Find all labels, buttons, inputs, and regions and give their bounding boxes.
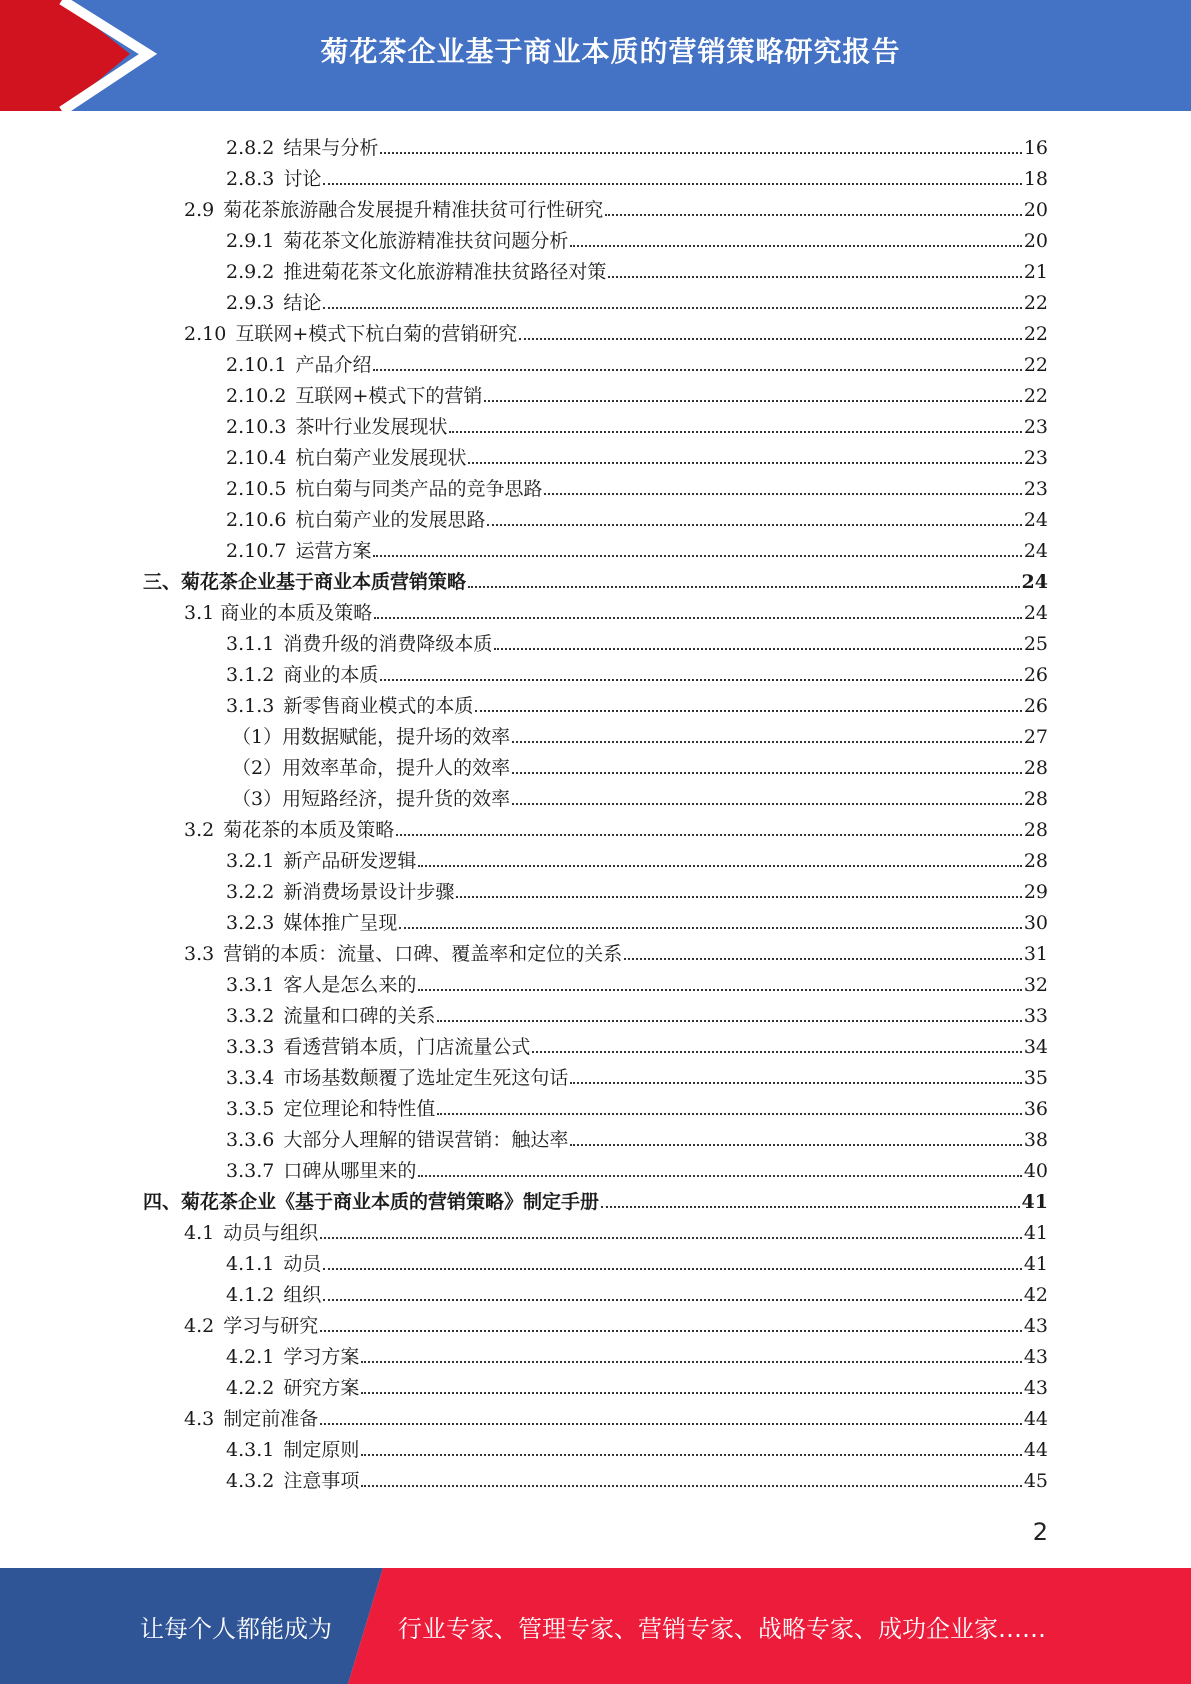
toc-entry-label: 定位理论和特性值 bbox=[283, 1098, 436, 1120]
toc-entry-page: 26 bbox=[1023, 695, 1048, 717]
toc-entry-number: 2.9.2 bbox=[226, 261, 275, 283]
toc-leader-dots bbox=[475, 710, 1021, 712]
toc-entry-page: 22 bbox=[1023, 323, 1048, 345]
toc-entry-label: 组织 bbox=[283, 1284, 322, 1306]
toc-leader-dots bbox=[512, 803, 1022, 805]
toc-entry[interactable] bbox=[226, 438, 1048, 469]
toc-entry-page: 23 bbox=[1023, 416, 1048, 438]
toc-entry[interactable] bbox=[226, 624, 1048, 655]
toc-leader-dots bbox=[484, 400, 1021, 402]
toc-entry[interactable] bbox=[226, 841, 1048, 872]
toc-leader-dots bbox=[570, 1144, 1021, 1146]
toc-entry-page: 30 bbox=[1023, 912, 1048, 934]
toc-leader-dots bbox=[605, 214, 1022, 216]
toc-entry-title bbox=[232, 788, 510, 810]
toc-entry-page: 22 bbox=[1023, 292, 1048, 314]
toc-leader-dots bbox=[456, 896, 1021, 898]
toc-entry-page: 34 bbox=[1023, 1036, 1048, 1058]
toc-entry-page: 43 bbox=[1023, 1377, 1048, 1399]
toc-entry-label: 学习方案 bbox=[283, 1346, 360, 1368]
toc-entry-number: 3.2.2 bbox=[226, 881, 275, 903]
toc-entry-title bbox=[226, 1377, 359, 1399]
toc-entry-title bbox=[226, 850, 416, 872]
toc-entry-label: （1）用数据赋能，提升场的效率 bbox=[232, 726, 511, 748]
page-header bbox=[0, 0, 1191, 111]
toc-entry-label: 产品介绍 bbox=[295, 354, 372, 376]
toc-entry-title bbox=[143, 1191, 599, 1213]
toc-entry-page: 25 bbox=[1023, 633, 1048, 655]
toc-entry-title bbox=[226, 1067, 568, 1089]
toc-entry-number: 3.1.3 bbox=[226, 695, 275, 717]
toc-entry-label: 结论 bbox=[283, 292, 322, 314]
toc-entry-label: 大部分人理解的错误营销：触达率 bbox=[283, 1129, 569, 1151]
toc-entry-label: 动员与组织 bbox=[223, 1222, 319, 1244]
toc-entry-page: 44 bbox=[1023, 1408, 1048, 1430]
toc-entry-number: 2.9.3 bbox=[226, 292, 275, 314]
toc-entry-number: 4.3.2 bbox=[226, 1470, 275, 1492]
toc-entry-title bbox=[184, 819, 394, 841]
toc-entry-title bbox=[226, 1284, 321, 1306]
toc-entry[interactable] bbox=[226, 1151, 1048, 1182]
toc-entry-number: 2.10 bbox=[184, 323, 227, 345]
toc-entry-title bbox=[226, 385, 482, 407]
toc-entry-title bbox=[143, 571, 466, 593]
toc-leader-dots bbox=[468, 586, 1020, 588]
toc-leader-dots bbox=[532, 1051, 1021, 1053]
toc-entry-title bbox=[226, 881, 454, 903]
toc-entry[interactable] bbox=[184, 593, 1048, 624]
toc-entry-number: 3.3.7 bbox=[226, 1160, 275, 1182]
toc-leader-dots bbox=[323, 307, 1021, 309]
toc-entry[interactable] bbox=[226, 1430, 1048, 1461]
toc-entry-page: 20 bbox=[1023, 230, 1048, 252]
toc-entry[interactable] bbox=[226, 903, 1048, 934]
toc-entry-title bbox=[226, 1005, 435, 1027]
toc-leader-dots bbox=[361, 1485, 1021, 1487]
toc-entry-page: 44 bbox=[1023, 1439, 1048, 1461]
toc-entry-title bbox=[226, 1129, 568, 1151]
page-footer bbox=[0, 1568, 1191, 1684]
toc-leader-dots bbox=[323, 1268, 1021, 1270]
toc-entry-title bbox=[226, 633, 492, 655]
toc-entry-label: 三、菊花茶企业基于商业本质营销策略 bbox=[143, 571, 467, 593]
toc-entry-number: 3.3.4 bbox=[226, 1067, 275, 1089]
toc-entry-number: 2.9.1 bbox=[226, 230, 275, 252]
toc-entry-number: 2.10.5 bbox=[226, 478, 287, 500]
toc-entry-number: 3.3 bbox=[184, 943, 215, 965]
toc-entry-title bbox=[226, 261, 606, 283]
toc-entry[interactable] bbox=[226, 128, 1048, 159]
toc-leader-dots bbox=[608, 276, 1021, 278]
toc-entry-title bbox=[232, 726, 510, 748]
toc-entry-number: 2.8.3 bbox=[226, 168, 275, 190]
toc-entry-label: 新零售商业模式的本质 bbox=[283, 695, 474, 717]
toc-leader-dots bbox=[487, 524, 1021, 526]
toc-leader-dots bbox=[380, 679, 1021, 681]
footer-slogan-right: 行业专家、管理专家、营销专家、战略专家、成功企业家…… bbox=[398, 1614, 1046, 1643]
toc-entry[interactable] bbox=[226, 1461, 1048, 1492]
toc-entry-title bbox=[226, 230, 568, 252]
toc-entry[interactable] bbox=[226, 1368, 1048, 1399]
toc-leader-dots bbox=[468, 462, 1021, 464]
toc-entry-page: 24 bbox=[1023, 540, 1048, 562]
toc-leader-dots bbox=[361, 1392, 1021, 1394]
toc-entry-label: 口碑从哪里来的 bbox=[283, 1160, 417, 1182]
toc-entry-title bbox=[226, 695, 473, 717]
toc-entry-title bbox=[226, 540, 371, 562]
toc-entry-title bbox=[226, 478, 542, 500]
toc-entry-title bbox=[226, 1439, 359, 1461]
toc-entry-label: 客人是怎么来的 bbox=[283, 974, 417, 996]
toc-entry-label: 制定前准备 bbox=[223, 1408, 319, 1430]
toc-entry-number: 2.10.1 bbox=[226, 354, 287, 376]
toc-entry-title bbox=[226, 509, 485, 531]
toc-entry-page: 24 bbox=[1023, 509, 1048, 531]
toc-entry-title bbox=[226, 1346, 359, 1368]
toc-entry-title bbox=[226, 416, 447, 438]
toc-leader-dots bbox=[570, 1082, 1021, 1084]
toc-entry-number: 4.1.1 bbox=[226, 1253, 275, 1275]
toc-entry-title bbox=[184, 1222, 318, 1244]
toc-entry-page: 31 bbox=[1023, 943, 1048, 965]
toc-entry[interactable] bbox=[226, 407, 1048, 438]
page-number: 2 bbox=[1032, 1518, 1048, 1546]
toc-entry[interactable] bbox=[226, 655, 1048, 686]
toc-entry-label: 互联网+模式下杭白菊的营销研究 bbox=[235, 323, 518, 345]
toc-entry-page: 43 bbox=[1023, 1315, 1048, 1337]
toc-entry-page: 45 bbox=[1023, 1470, 1048, 1492]
toc-entry-title bbox=[226, 974, 416, 996]
toc-entry-label: 流量和口碑的关系 bbox=[283, 1005, 436, 1027]
toc-entry-label: 菊花茶的本质及策略 bbox=[223, 819, 395, 841]
toc-entry-page: 26 bbox=[1023, 664, 1048, 686]
toc-entry-title bbox=[184, 323, 517, 345]
toc-entry[interactable] bbox=[226, 965, 1048, 996]
toc-entry-page: 43 bbox=[1023, 1346, 1048, 1368]
toc-entry[interactable] bbox=[143, 1182, 1048, 1213]
toc-entry-number: 4.1.2 bbox=[226, 1284, 275, 1306]
toc-entry-page: 29 bbox=[1023, 881, 1048, 903]
toc-entry-number: 4.3 bbox=[184, 1408, 215, 1430]
toc-entry[interactable] bbox=[226, 1058, 1048, 1089]
toc-entry-title bbox=[226, 1098, 435, 1120]
toc-entry-label: 杭白菊产业发展现状 bbox=[295, 447, 467, 469]
toc-entry[interactable] bbox=[226, 686, 1048, 717]
toc-entry-page: 41 bbox=[1023, 1222, 1048, 1244]
toc-entry[interactable] bbox=[226, 283, 1048, 314]
toc-entry-number: 4.3.1 bbox=[226, 1439, 275, 1461]
toc-entry-title bbox=[184, 1315, 318, 1337]
toc-entry-number: 4.2.2 bbox=[226, 1377, 275, 1399]
toc-entry[interactable] bbox=[184, 1306, 1048, 1337]
toc-entry-page: 28 bbox=[1023, 788, 1048, 810]
toc-entry-title bbox=[226, 354, 371, 376]
toc-entry-page: 22 bbox=[1023, 385, 1048, 407]
toc-entry-label: 结果与分析 bbox=[283, 137, 379, 159]
toc-entry-label: 新产品研发逻辑 bbox=[283, 850, 417, 872]
toc-entry-page: 32 bbox=[1023, 974, 1048, 996]
toc-leader-dots bbox=[512, 741, 1022, 743]
toc-entry[interactable] bbox=[226, 252, 1048, 283]
toc-entry-label: 动员 bbox=[283, 1253, 322, 1275]
toc-leader-dots bbox=[399, 927, 1021, 929]
toc-entry-title bbox=[226, 1253, 321, 1275]
toc-entry-page: 24 bbox=[1021, 571, 1048, 593]
toc-entry-label: 讨论 bbox=[283, 168, 322, 190]
toc-leader-dots bbox=[624, 958, 1022, 960]
toc-entry-number: 3.3.2 bbox=[226, 1005, 275, 1027]
toc-leader-dots bbox=[374, 617, 1022, 619]
toc-entry-number: 2.9 bbox=[184, 199, 215, 221]
toc-entry-title bbox=[184, 1408, 318, 1430]
toc-entry-number: 3.2.3 bbox=[226, 912, 275, 934]
toc-entry[interactable] bbox=[226, 345, 1048, 376]
toc-entry-title bbox=[226, 912, 397, 934]
toc-entry-title bbox=[226, 292, 321, 314]
toc-entry-page: 28 bbox=[1023, 757, 1048, 779]
toc-leader-dots bbox=[494, 648, 1021, 650]
toc-entry-number: 4.2 bbox=[184, 1315, 215, 1337]
toc-entry-page: 16 bbox=[1023, 137, 1048, 159]
toc-entry-label: （3）用短路经济，提升货的效率 bbox=[232, 788, 511, 810]
toc-entry-label: 互联网+模式下的营销 bbox=[295, 385, 483, 407]
toc-entry-number: 2.10.4 bbox=[226, 447, 287, 469]
toc-entry-label: 杭白菊与同类产品的竞争思路 bbox=[295, 478, 543, 500]
toc-entry-number: 3.1.1 bbox=[226, 633, 275, 655]
toc-entry-label: 媒体推广呈现 bbox=[283, 912, 398, 934]
toc-entry[interactable] bbox=[226, 1275, 1048, 1306]
toc-entry[interactable] bbox=[184, 810, 1048, 841]
toc-entry-page: 33 bbox=[1023, 1005, 1048, 1027]
toc-entry-title bbox=[226, 137, 378, 159]
toc-leader-dots bbox=[418, 1175, 1021, 1177]
toc-leader-dots bbox=[373, 369, 1021, 371]
toc-entry-label: 学习与研究 bbox=[223, 1315, 319, 1337]
toc-entry[interactable] bbox=[143, 562, 1048, 593]
toc-entry-label: 注意事项 bbox=[283, 1470, 360, 1492]
toc-leader-dots bbox=[601, 1206, 1020, 1208]
toc-leader-dots bbox=[418, 865, 1021, 867]
toc-entry-page: 21 bbox=[1023, 261, 1048, 283]
toc-entry-label: 四、菊花茶企业《基于商业本质的营销策略》制定手册 bbox=[143, 1191, 600, 1213]
toc-leader-dots bbox=[570, 245, 1021, 247]
toc-leader-dots bbox=[373, 555, 1021, 557]
toc-entry-label: 市场基数颠覆了选址定生死这句话 bbox=[283, 1067, 569, 1089]
toc-entry-page: 35 bbox=[1023, 1067, 1048, 1089]
toc-entry-page: 23 bbox=[1023, 478, 1048, 500]
toc-entry-page: 27 bbox=[1023, 726, 1048, 748]
toc-leader-dots bbox=[323, 1299, 1021, 1301]
toc-entry[interactable] bbox=[226, 376, 1048, 407]
toc-entry[interactable] bbox=[226, 996, 1048, 1027]
toc-entry-title bbox=[226, 447, 466, 469]
toc-entry-page: 23 bbox=[1023, 447, 1048, 469]
toc-entry-page: 38 bbox=[1023, 1129, 1048, 1151]
toc-entry-number: 3.1.2 bbox=[226, 664, 275, 686]
toc-entry-number: 2.8.2 bbox=[226, 137, 275, 159]
toc-entry-number: 2.10.3 bbox=[226, 416, 287, 438]
toc-entry-page: 36 bbox=[1023, 1098, 1048, 1120]
footer-slogan-left: 让每个人都能成为 bbox=[140, 1614, 332, 1643]
toc-entry-title bbox=[226, 1160, 416, 1182]
toc-entry-page: 18 bbox=[1023, 168, 1048, 190]
toc-entry[interactable] bbox=[232, 748, 1048, 779]
document-title: 菊花茶企业基于商业本质的营销策略研究报告 bbox=[320, 35, 901, 68]
toc-entry-label: 菊花茶旅游融合发展提升精准扶贫可行性研究 bbox=[223, 199, 604, 221]
toc-entry-title bbox=[184, 602, 372, 624]
toc-entry[interactable] bbox=[226, 1120, 1048, 1151]
toc-entry-page: 41 bbox=[1021, 1191, 1048, 1213]
toc-entry-label: 杭白菊产业的发展思路 bbox=[295, 509, 486, 531]
toc-entry-number: 3.3.1 bbox=[226, 974, 275, 996]
toc-entry-number: 2.10.6 bbox=[226, 509, 287, 531]
toc-leader-dots bbox=[361, 1454, 1021, 1456]
toc-entry[interactable] bbox=[232, 717, 1048, 748]
toc-entry-page: 22 bbox=[1023, 354, 1048, 376]
toc-entry-label: （2）用效率革命，提升人的效率 bbox=[232, 757, 511, 779]
toc-entry-page: 42 bbox=[1023, 1284, 1048, 1306]
toc-entry[interactable] bbox=[184, 190, 1048, 221]
toc-entry[interactable] bbox=[184, 1213, 1048, 1244]
toc-entry-label: 商业的本质 bbox=[283, 664, 379, 686]
toc-leader-dots bbox=[320, 1237, 1022, 1239]
toc-entry-title bbox=[184, 199, 603, 221]
toc-leader-dots bbox=[544, 493, 1021, 495]
toc-leader-dots bbox=[396, 834, 1022, 836]
toc-entry-title bbox=[232, 757, 510, 779]
toc-entry-number: 3.2 bbox=[184, 819, 215, 841]
toc-leader-dots bbox=[437, 1020, 1021, 1022]
toc-leader-dots bbox=[380, 152, 1021, 154]
toc-leader-dots bbox=[512, 772, 1022, 774]
toc-entry-label: 菊花茶文化旅游精准扶贫问题分析 bbox=[283, 230, 569, 252]
toc-entry-number: 2.10.7 bbox=[226, 540, 287, 562]
toc-entry-label: 茶叶行业发展现状 bbox=[295, 416, 448, 438]
toc-entry-title bbox=[226, 168, 321, 190]
toc-entry[interactable] bbox=[226, 469, 1048, 500]
toc-entry-label: 制定原则 bbox=[283, 1439, 360, 1461]
toc-entry-label: 研究方案 bbox=[283, 1377, 360, 1399]
toc-entry[interactable] bbox=[226, 531, 1048, 562]
toc-leader-dots bbox=[320, 1330, 1022, 1332]
toc-entry-page: 28 bbox=[1023, 850, 1048, 872]
toc-entry-label: 3.1 商业的本质及策略 bbox=[184, 602, 373, 624]
toc-entry-page: 41 bbox=[1023, 1253, 1048, 1275]
toc-entry-label: 新消费场景设计步骤 bbox=[283, 881, 455, 903]
toc-entry-title bbox=[184, 943, 622, 965]
toc-entry-number: 3.3.6 bbox=[226, 1129, 275, 1151]
toc-entry-title bbox=[226, 664, 378, 686]
toc-entry[interactable] bbox=[184, 1399, 1048, 1430]
toc-leader-dots bbox=[323, 183, 1021, 185]
toc-entry-number: 4.2.1 bbox=[226, 1346, 275, 1368]
toc-entry-number: 4.1 bbox=[184, 1222, 215, 1244]
toc-entry[interactable] bbox=[226, 500, 1048, 531]
toc-entry[interactable] bbox=[226, 872, 1048, 903]
toc-entry-label: 营销的本质：流量、口碑、覆盖率和定位的关系 bbox=[223, 943, 623, 965]
toc-entry[interactable] bbox=[226, 221, 1048, 252]
toc-entry-label: 推进菊花茶文化旅游精准扶贫路径对策 bbox=[283, 261, 607, 283]
toc-entry-label: 消费升级的消费降级本质 bbox=[283, 633, 493, 655]
toc-entry-page: 20 bbox=[1023, 199, 1048, 221]
toc-entry[interactable] bbox=[184, 934, 1048, 965]
toc-leader-dots bbox=[361, 1361, 1021, 1363]
toc-entry-number: 3.3.3 bbox=[226, 1036, 275, 1058]
toc-entry-page: 28 bbox=[1023, 819, 1048, 841]
toc-entry-title bbox=[226, 1470, 359, 1492]
toc-entry-page: 40 bbox=[1023, 1160, 1048, 1182]
toc-entry-page: 24 bbox=[1023, 602, 1048, 624]
toc-entry[interactable] bbox=[184, 314, 1048, 345]
toc-entry-title bbox=[226, 1036, 530, 1058]
toc-entry-number: 2.10.2 bbox=[226, 385, 287, 407]
toc-entry[interactable] bbox=[226, 1089, 1048, 1120]
toc-entry[interactable] bbox=[226, 1027, 1048, 1058]
toc-leader-dots bbox=[320, 1423, 1022, 1425]
toc-entry-number: 3.2.1 bbox=[226, 850, 275, 872]
toc-entry-number: 3.3.5 bbox=[226, 1098, 275, 1120]
toc-leader-dots bbox=[437, 1113, 1021, 1115]
toc-entry[interactable] bbox=[226, 1337, 1048, 1368]
toc-entry-label: 运营方案 bbox=[295, 540, 372, 562]
toc-entry[interactable] bbox=[226, 159, 1048, 190]
toc-leader-dots bbox=[449, 431, 1021, 433]
toc-entry[interactable] bbox=[226, 1244, 1048, 1275]
toc-leader-dots bbox=[519, 338, 1022, 340]
toc-entry-label: 看透营销本质，门店流量公式 bbox=[283, 1036, 531, 1058]
toc-entry[interactable] bbox=[232, 779, 1048, 810]
toc-leader-dots bbox=[418, 989, 1021, 991]
